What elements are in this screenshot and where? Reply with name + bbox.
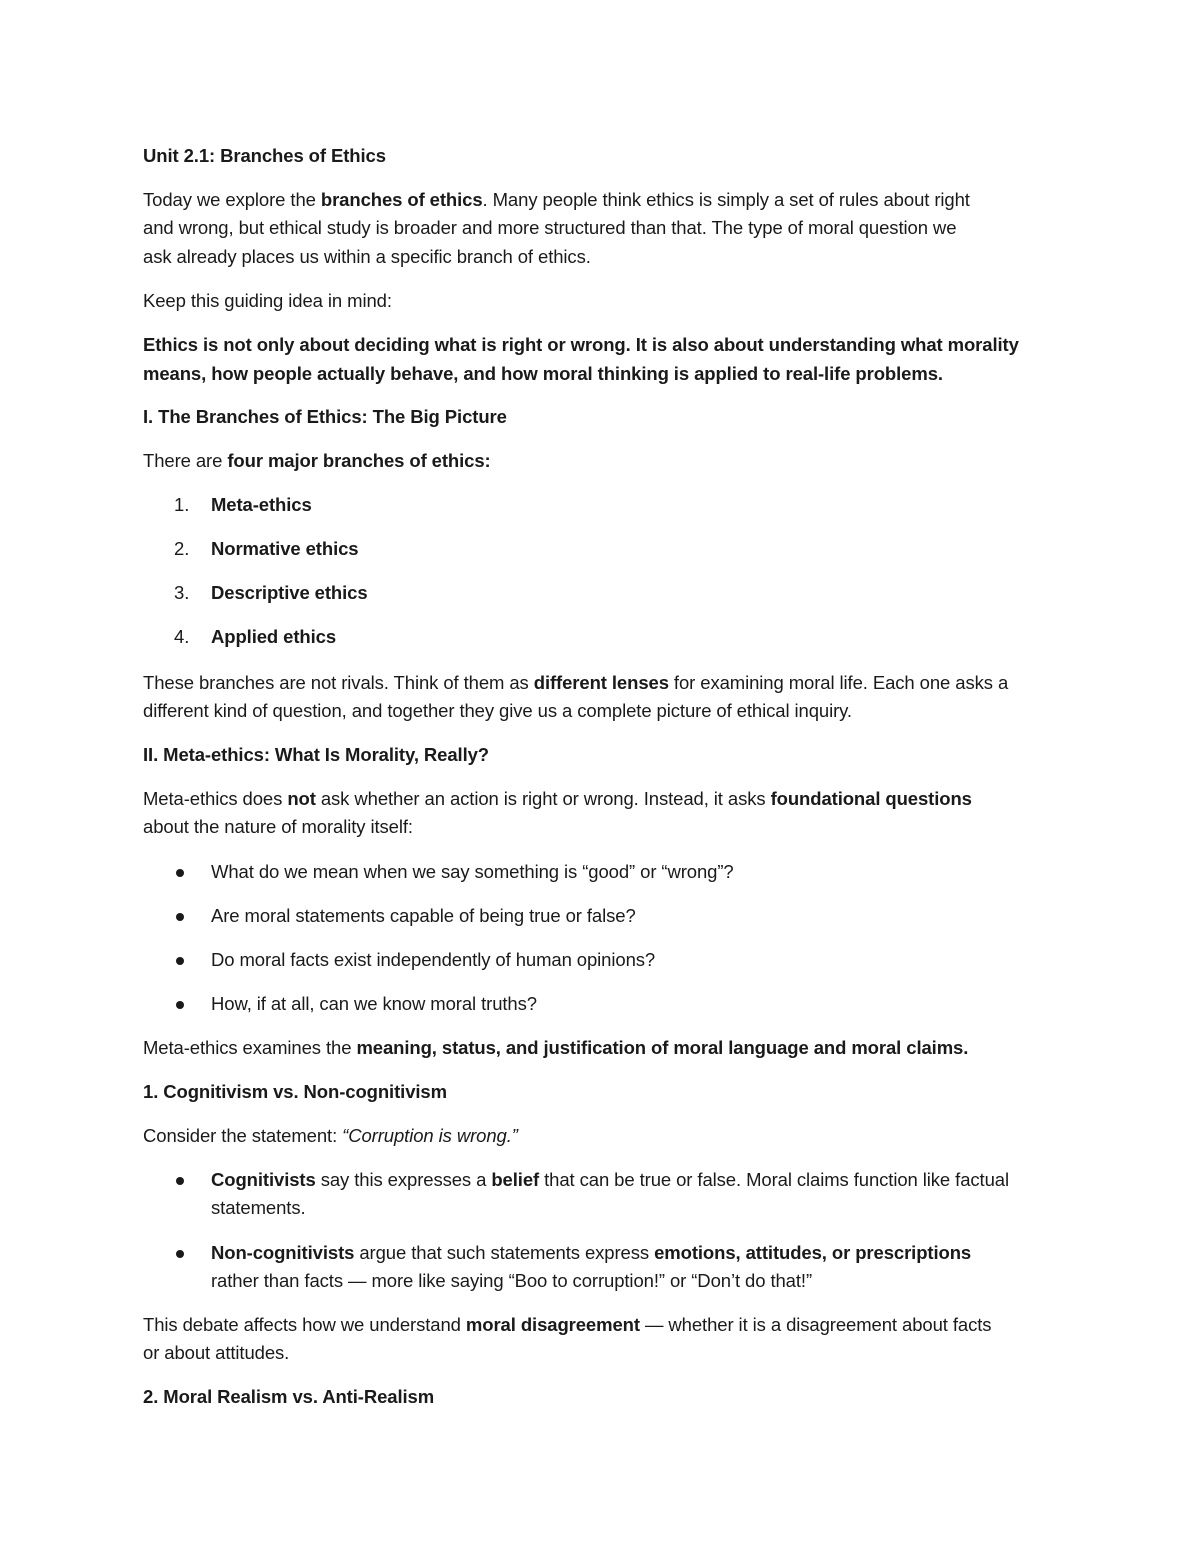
section-1-heading: I. The Branches of Ethics: The Big Picture <box>143 406 507 427</box>
debate-text: This debate affects how we understand <box>143 1314 466 1335</box>
lead-emphasis: not <box>287 788 316 809</box>
lead-text: There are <box>143 450 228 471</box>
list-item-meta-ethics: Meta-ethics <box>211 494 312 515</box>
term-emotions: emotions, attitudes, or prescriptions <box>654 1242 972 1263</box>
intro-line-3: ask already places us within a specific branch of ethics. <box>143 246 591 267</box>
intro-line-2: and wrong, but ethical study is broader and more structured than that. The type of moral question we <box>143 217 957 238</box>
section-1-closing-line-2: different kind of question, and together they give us a complete picture of ethical inquiry. <box>143 700 852 721</box>
term-cognitivists: Cognitivists <box>211 1169 316 1190</box>
non-cognitivists-line-2: rather than facts — more like saying “Boo to corruption!” or “Don’t do that!” <box>211 1270 813 1291</box>
intro-emphasis: branches of ethics <box>320 189 483 210</box>
bullet-icon <box>176 1250 184 1258</box>
list-item-descriptive-ethics: Descriptive ethics <box>211 582 368 603</box>
term-non-cognitivists: Non-cognitivists <box>211 1242 355 1263</box>
list-number: 1. <box>174 494 190 515</box>
list-item-applied-ethics: Applied ethics <box>211 626 337 647</box>
guiding-idea-line-2: means, how people actually behave, and how moral thinking is applied to real-life problems. <box>143 363 943 384</box>
lead-text: ask whether an action is right or wrong. Instead, it asks <box>315 788 771 809</box>
page-title: Unit 2.1: Branches of Ethics <box>143 145 386 166</box>
section-1-closing-line-1 <box>143 669 1008 697</box>
list-number: 4. <box>174 626 190 647</box>
bullet-icon <box>176 1001 184 1009</box>
consider-text: Consider the statement: <box>143 1125 343 1146</box>
subsection-2-heading: 2. Moral Realism vs. Anti-Realism <box>143 1386 435 1407</box>
bullet-icon <box>176 1177 184 1185</box>
term-moral-disagreement: moral disagreement <box>465 1314 640 1335</box>
non-cognitivists-line-1 <box>211 1239 971 1267</box>
bullet-text: say this expresses a <box>315 1169 492 1190</box>
section-2-summary <box>143 1034 968 1062</box>
consider-statement <box>143 1122 518 1150</box>
debate-text: — whether it is a disagreement about facts <box>639 1314 992 1335</box>
guiding-lead: Keep this guiding idea in mind: <box>143 290 392 311</box>
question-item: How, if at all, can we know moral truths? <box>211 993 537 1014</box>
lead-emphasis: foundational questions <box>770 788 972 809</box>
bullet-icon <box>176 869 184 877</box>
summary-emphasis: meaning, status, and justification of moral language and moral claims. <box>356 1037 969 1058</box>
term-belief: belief <box>491 1169 540 1190</box>
debate-line-2: or about attitudes. <box>143 1342 290 1363</box>
question-item: Do moral facts exist independently of human opinions? <box>211 949 656 970</box>
lead-emphasis: four major branches of ethics: <box>227 450 491 471</box>
intro-text: Today we explore the <box>143 189 321 210</box>
section-2-lead-line-2: about the nature of morality itself: <box>143 816 413 837</box>
bullet-icon <box>176 957 184 965</box>
subsection-1-heading: 1. Cognitivism vs. Non-cognitivism <box>143 1081 447 1102</box>
cognitivists-line-2: statements. <box>211 1197 306 1218</box>
cognitivists-line-1 <box>211 1166 1009 1194</box>
intro-text: . Many people think ethics is simply a set of rules about right <box>482 189 970 210</box>
list-number: 2. <box>174 538 190 559</box>
intro-line-1 <box>143 186 970 214</box>
closing-text: These branches are not rivals. Think of them as <box>143 672 534 693</box>
summary-text: Meta-ethics examines the <box>143 1037 357 1058</box>
lead-text: Meta-ethics does <box>143 788 288 809</box>
consider-quote: “Corruption is wrong.” <box>342 1125 518 1146</box>
closing-emphasis: different lenses <box>533 672 669 693</box>
list-item-normative-ethics: Normative ethics <box>211 538 359 559</box>
closing-text: for examining moral life. Each one asks a <box>668 672 1009 693</box>
list-number: 3. <box>174 582 190 603</box>
question-item: What do we mean when we say something is “good” or “wrong”? <box>211 861 734 882</box>
bullet-text: that can be true or false. Moral claims function like factual <box>539 1169 1009 1190</box>
section-1-lead <box>143 447 491 475</box>
debate-line-1 <box>143 1311 991 1339</box>
guiding-idea-line-1: Ethics is not only about deciding what is right or wrong. It is also about understanding what morality <box>143 334 1019 355</box>
section-2-lead-line-1 <box>143 785 972 813</box>
bullet-icon <box>176 913 184 921</box>
bullet-text: argue that such statements express <box>354 1242 655 1263</box>
section-2-heading: II. Meta-ethics: What Is Morality, Really? <box>143 744 489 765</box>
question-item: Are moral statements capable of being true or false? <box>211 905 636 926</box>
